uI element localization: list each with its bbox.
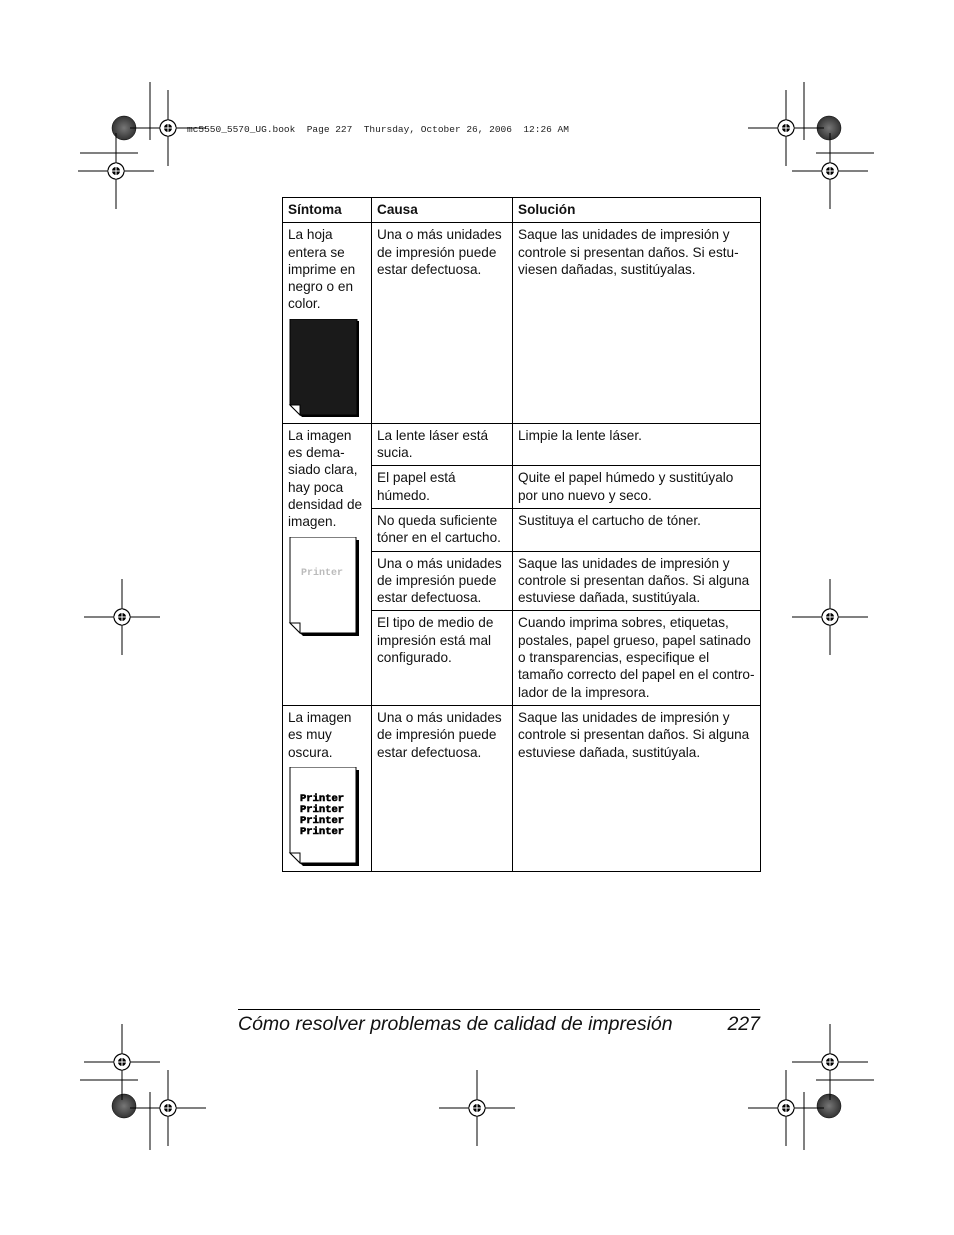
light-page-illustration bbox=[288, 537, 360, 637]
faded-printer-text: Printer bbox=[301, 567, 344, 579]
cause-cell: Una o más unidades de impresión puede estar defectuosa. bbox=[372, 223, 513, 423]
svg-text:Printer: Printer bbox=[300, 792, 345, 805]
symptom-cell bbox=[283, 423, 372, 705]
table-row bbox=[283, 223, 761, 423]
solution-cell: Cuando imprima sobres, etiquetas, postales, papel grueso, papel satinado o transparencias, especifique el tamaño correcto del papel en el contro-lador de la impresora. bbox=[513, 611, 761, 705]
troubleshooting-table bbox=[282, 197, 761, 872]
symptom-text: La imagen es muy oscura. bbox=[288, 709, 352, 760]
symptom-cell bbox=[283, 705, 372, 871]
cause-cell: El papel está húmedo. bbox=[372, 466, 513, 509]
solution-cell: Saque las unidades de impresión y controle si presentan daños. Si estu-viesen dañadas, sustitúyalas. bbox=[513, 223, 761, 423]
cause-cell: Una o más unidades de impresión puede estar defectuosa. bbox=[372, 705, 513, 871]
column-header-cause: Causa bbox=[372, 198, 513, 223]
dark-page-illustration bbox=[288, 767, 360, 867]
svg-text:Printer: Printer bbox=[300, 825, 345, 838]
solution-cell: Quite el papel húmedo y sustitúyalo por uno nuevo y seco. bbox=[513, 466, 761, 509]
symptom-text: La hoja entera se imprime en negro o en color. bbox=[288, 227, 356, 312]
column-header-symptom: Síntoma bbox=[283, 198, 372, 223]
dark-printer-text bbox=[300, 793, 344, 838]
table-row bbox=[283, 705, 761, 871]
footer-rule bbox=[238, 1009, 760, 1010]
svg-text:Printer: Printer bbox=[300, 814, 345, 827]
page-number: 227 bbox=[727, 1013, 760, 1035]
solution-cell: Sustituya el cartucho de tóner. bbox=[513, 508, 761, 551]
cause-cell: No queda suficiente tóner en el cartucho. bbox=[372, 508, 513, 551]
solution-cell: Limpie la lente láser. bbox=[513, 423, 761, 466]
solution-cell: Saque las unidades de impresión y controle si presentan daños. Si alguna estuviese dañada, sustitúyala. bbox=[513, 551, 761, 611]
cause-cell: El tipo de medio de impresión está mal configurado. bbox=[372, 611, 513, 705]
print-header: mc5550_5570_UG.book Page 227 Thursday, October 26, 2006 12:26 AM bbox=[187, 124, 569, 135]
black-page-illustration bbox=[288, 319, 360, 419]
svg-text:Printer: Printer bbox=[300, 803, 345, 816]
column-header-solution: Solución bbox=[513, 198, 761, 223]
solution-cell: Saque las unidades de impresión y controle si presentan daños. Si alguna estuviese dañada, sustitúyala. bbox=[513, 705, 761, 871]
footer-chapter-title: Cómo resolver problemas de calidad de impresión bbox=[238, 1013, 673, 1035]
cause-cell: La lente láser está sucia. bbox=[372, 423, 513, 466]
table-row bbox=[283, 423, 761, 466]
symptom-cell bbox=[283, 223, 372, 423]
cause-cell: Una o más unidades de impresión puede estar defectuosa. bbox=[372, 551, 513, 611]
symptom-text: La imagen es dema-siado clara, hay poca densidad de imagen. bbox=[288, 427, 363, 530]
table-header-row bbox=[283, 198, 761, 223]
